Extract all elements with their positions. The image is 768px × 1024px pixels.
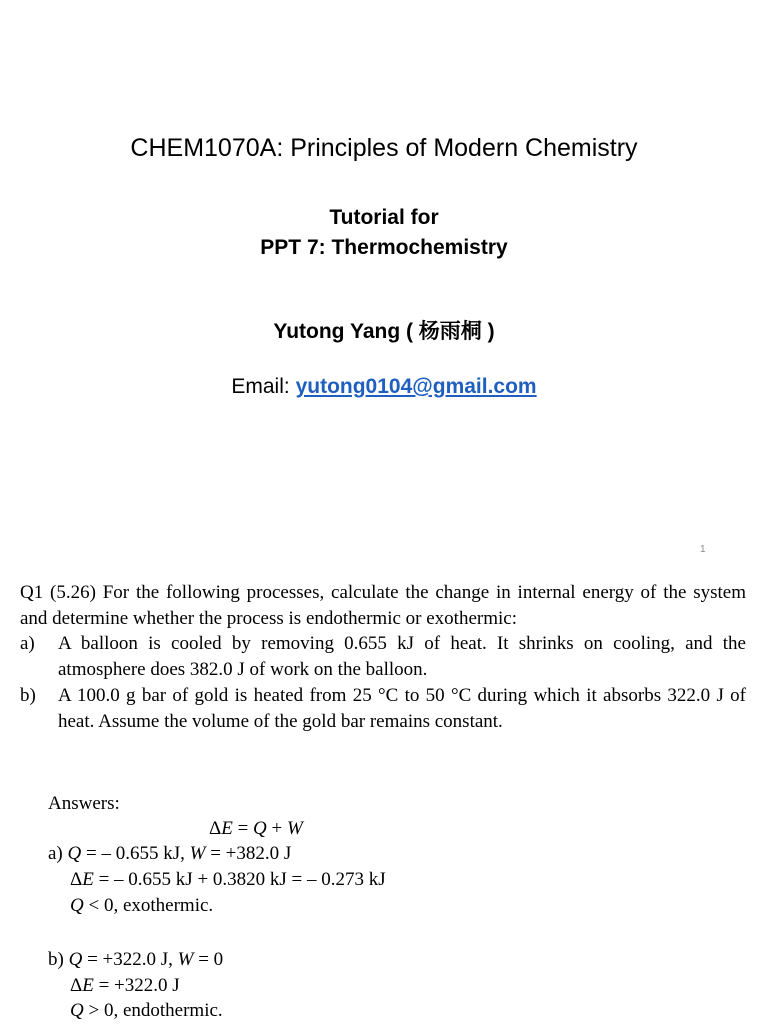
page-number: 1 — [700, 544, 706, 555]
answer-b-line1: b) Q = +322.0 J, W = 0 — [48, 949, 224, 970]
item-text: A 100.0 g bar of gold is heated from 25 °C to 50 °C during which it absorbs 322.0 J of heat. Assume the volume of the gold bar remains constant. — [58, 685, 746, 732]
question-slide — [0, 565, 768, 1024]
answer-a-line1: a) Q = – 0.655 kJ, W = +382.0 J — [48, 843, 292, 864]
item-text: A balloon is cooled by removing 0.655 kJ of heat. It shrinks on cooling, and the atmosphere does 382.0 J of work on the balloon. — [58, 633, 746, 680]
tutorial-subtitle-line2: PPT 7: Thermochemistry — [260, 236, 508, 259]
question-item-b — [20, 683, 746, 734]
tutorial-subtitle-line1: Tutorial for — [329, 206, 439, 229]
item-marker: a) — [20, 633, 35, 654]
formula-line: ΔE = Q + W — [209, 818, 303, 839]
author-name: Yutong Yang ( 杨雨桐 ) — [273, 320, 495, 343]
answers-heading: Answers: — [48, 793, 120, 814]
email-label: Email: — [231, 375, 296, 398]
question-intro: Q1 (5.26) For the following processes, calculate the change in internal energy of the system and determine whether the process is endothermic or exothermic: — [20, 582, 746, 629]
answer-a-line2: ΔE = – 0.655 kJ + 0.3820 kJ = – 0.273 kJ — [70, 869, 386, 890]
answer-b-line2: ΔE = +322.0 J — [70, 975, 180, 996]
answer-b-line3: Q > 0, endothermic. — [70, 1000, 223, 1021]
course-title: CHEM1070A: Principles of Modern Chemistry — [130, 134, 638, 162]
answer-a-line3: Q < 0, exothermic. — [70, 895, 214, 916]
email-line — [0, 375, 768, 399]
item-marker: b) — [20, 685, 36, 706]
email-link[interactable]: yutong0104@gmail.com — [295, 375, 537, 398]
question-item-a — [20, 631, 746, 682]
